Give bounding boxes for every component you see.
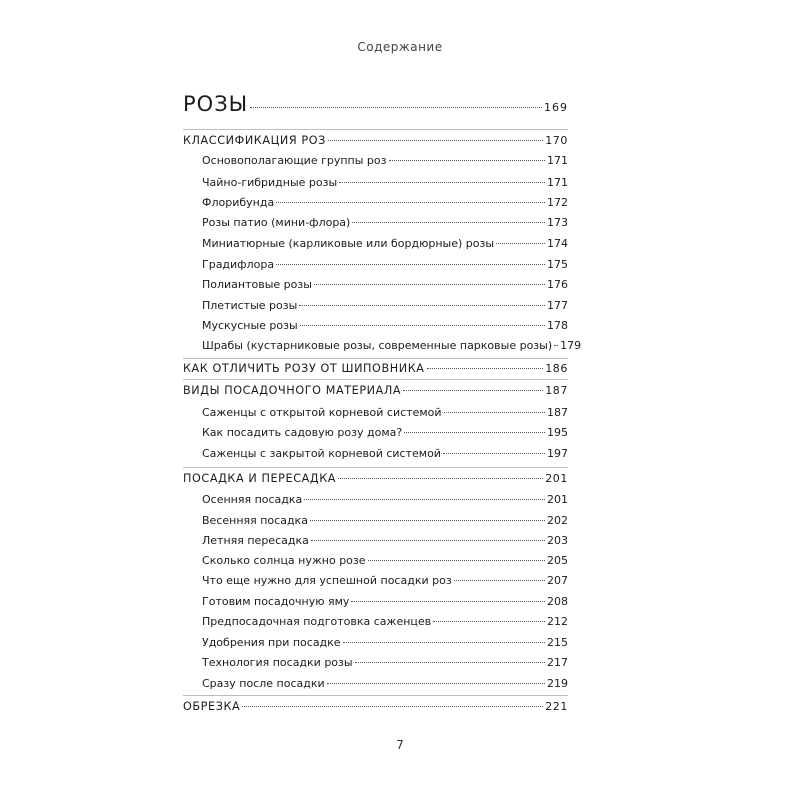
- toc-entry-title: Мускусные розы: [202, 319, 298, 332]
- toc-sub-entry: [183, 493, 568, 506]
- dot-leader: [389, 160, 546, 161]
- toc-sub-entry: [183, 677, 568, 690]
- toc-entry-page-number: 208: [547, 595, 568, 608]
- toc-entry-page-number: 203: [547, 534, 568, 547]
- toc-entry-title: Саженцы с открытой корневой системой: [202, 406, 442, 419]
- toc-entry-title: Розы патио (мини-флора): [202, 216, 351, 229]
- toc-entry-page-number: 221: [545, 700, 568, 713]
- toc-entry-page-number: 174: [547, 237, 568, 250]
- toc-entry-page-number: 179: [560, 339, 582, 352]
- section-divider: [183, 379, 568, 380]
- toc-entry-page-number: 172: [547, 196, 568, 209]
- dot-leader: [355, 662, 545, 663]
- toc-entry-title: Основополагающие группы роз: [202, 154, 387, 167]
- dot-leader: [454, 580, 545, 581]
- toc-entry-title: Предпосадочная подготовка саженцев: [202, 615, 432, 628]
- toc-entry-page-number: 177: [547, 299, 568, 312]
- toc-sub-entry: [183, 406, 568, 419]
- toc-entry-page-number: 207: [547, 574, 568, 587]
- dot-leader: [427, 368, 544, 369]
- toc-entry-title: Чайно-гибридные розы: [202, 176, 338, 189]
- dot-leader: [310, 520, 545, 521]
- toc-entry-page-number: 171: [547, 176, 568, 189]
- toc-entry-page-number: 217: [547, 656, 568, 669]
- dot-leader: [327, 683, 545, 684]
- toc-sub-entry: [183, 514, 568, 527]
- toc-entry-page-number: 173: [547, 216, 568, 229]
- toc-entry-title: РОЗЫ: [183, 92, 249, 116]
- dot-leader: [314, 284, 545, 285]
- dot-leader: [300, 325, 545, 326]
- toc-sub-entry: [183, 196, 568, 209]
- dot-leader: [339, 182, 545, 183]
- toc-entry-page-number: 195: [547, 426, 568, 439]
- section-divider: [183, 129, 568, 130]
- dot-leader: [443, 453, 545, 454]
- section-divider: [183, 467, 568, 468]
- toc-entry-title: Флорибунда: [202, 196, 275, 209]
- toc-entry-title: Удобрения при посадке: [202, 636, 341, 649]
- toc-entry-title: КАК ОТЛИЧИТЬ РОЗУ ОТ ШИПОВНИКА: [183, 362, 425, 375]
- toc-sub-entry: [183, 299, 568, 312]
- toc-entry-page-number: 215: [547, 636, 568, 649]
- dot-leader: [403, 390, 543, 391]
- toc-entry-page-number: 201: [547, 493, 568, 506]
- dot-leader: [276, 202, 545, 203]
- toc-entry-page-number: 212: [547, 615, 568, 628]
- toc-entry-title: ВИДЫ ПОСАДОЧНОГО МАТЕРИАЛА: [183, 384, 402, 397]
- toc-chapter-entry: [183, 472, 568, 485]
- toc-entry-page-number: 170: [545, 134, 568, 147]
- dot-leader: [368, 560, 545, 561]
- toc-entry-title: Весенняя посадка: [202, 514, 308, 527]
- toc-entry-page-number: 169: [544, 101, 568, 114]
- toc-entry-title: Сколько солнца нужно розе: [202, 554, 366, 567]
- toc-sub-entry: [183, 656, 568, 669]
- dot-leader: [328, 140, 543, 141]
- toc-entry-title: Сразу после посадки: [202, 677, 325, 690]
- running-head: Содержание: [357, 40, 443, 54]
- toc-entry-page-number: 176: [547, 278, 568, 291]
- toc-sub-entry: [183, 595, 568, 608]
- toc-entry-title: Готовим посадочную яму: [202, 595, 350, 608]
- toc-sub-entry: [183, 154, 568, 167]
- toc-entry-title: ПОСАДКА И ПЕРЕСАДКА: [183, 472, 336, 485]
- toc-sub-entry: [183, 319, 568, 332]
- toc-entry-title: Градифлора: [202, 258, 275, 271]
- toc-sub-entry: [183, 216, 568, 229]
- dot-leader: [242, 706, 543, 707]
- toc-entry-page-number: 175: [547, 258, 568, 271]
- toc-entry-page-number: 171: [547, 154, 568, 167]
- toc-entry-title: Саженцы с закрытой корневой системой: [202, 447, 441, 460]
- toc-entry-page-number: 197: [547, 447, 568, 460]
- section-divider: [183, 358, 568, 359]
- dot-leader: [496, 243, 545, 244]
- toc-entry-page-number: 187: [545, 384, 568, 397]
- toc-entry-title: Полиантовые розы: [202, 278, 312, 291]
- toc-entry-title: Миниатюрные (карликовые или бордюрные) розы: [202, 237, 495, 250]
- toc-sub-entry: [183, 339, 582, 352]
- toc-sub-entry: [183, 534, 568, 547]
- dot-leader: [338, 478, 543, 479]
- section-divider: [183, 695, 568, 696]
- toc-entry-title: Летняя пересадка: [202, 534, 309, 547]
- toc-entry-title: Шрабы (кустарниковые розы, современные парковые розы): [202, 339, 553, 352]
- dot-leader: [352, 222, 545, 223]
- dot-leader: [343, 642, 545, 643]
- toc-sub-entry: [183, 554, 568, 567]
- dot-leader: [250, 107, 542, 108]
- toc-sub-entry: [183, 278, 568, 291]
- toc-sub-entry: [183, 426, 568, 439]
- dot-leader: [311, 540, 545, 541]
- toc-sub-entry: [183, 636, 568, 649]
- toc-part-entry: [183, 92, 568, 116]
- dot-leader: [276, 264, 545, 265]
- toc-chapter-entry: [183, 384, 568, 397]
- toc-entry-title: Плетистые розы: [202, 299, 298, 312]
- toc-entry-title: Как посадить садовую розу дома?: [202, 426, 403, 439]
- toc-entry-page-number: 186: [545, 362, 568, 375]
- toc-entry-page-number: 205: [547, 554, 568, 567]
- toc-entry-page-number: 201: [545, 472, 568, 485]
- dot-leader: [404, 432, 545, 433]
- toc-sub-entry: [183, 176, 568, 189]
- toc-sub-entry: [183, 447, 568, 460]
- dot-leader: [304, 499, 545, 500]
- toc-entry-title: Технология посадки розы: [202, 656, 353, 669]
- toc-chapter-entry: [183, 700, 568, 713]
- toc-entry-page-number: 178: [547, 319, 568, 332]
- toc-entry-title: ОБРЕЗКА: [183, 700, 241, 713]
- dot-leader: [554, 345, 558, 346]
- page-number: 7: [396, 738, 404, 752]
- dot-leader: [444, 412, 545, 413]
- toc-chapter-entry: [183, 134, 568, 147]
- toc-sub-entry: [183, 237, 568, 250]
- dot-leader: [299, 305, 545, 306]
- toc-sub-entry: [183, 258, 568, 271]
- dot-leader: [433, 621, 545, 622]
- toc-chapter-entry: [183, 362, 568, 375]
- toc-entry-title: Осенняя посадка: [202, 493, 303, 506]
- toc-entry-page-number: 219: [547, 677, 568, 690]
- toc-entry-title: Что еще нужно для успешной посадки роз: [202, 574, 452, 587]
- toc-sub-entry: [183, 615, 568, 628]
- toc-sub-entry: [183, 574, 568, 587]
- toc-entry-title: КЛАССИФИКАЦИЯ РОЗ: [183, 134, 326, 147]
- toc-entry-page-number: 202: [547, 514, 568, 527]
- toc-entry-page-number: 187: [547, 406, 568, 419]
- dot-leader: [351, 601, 545, 602]
